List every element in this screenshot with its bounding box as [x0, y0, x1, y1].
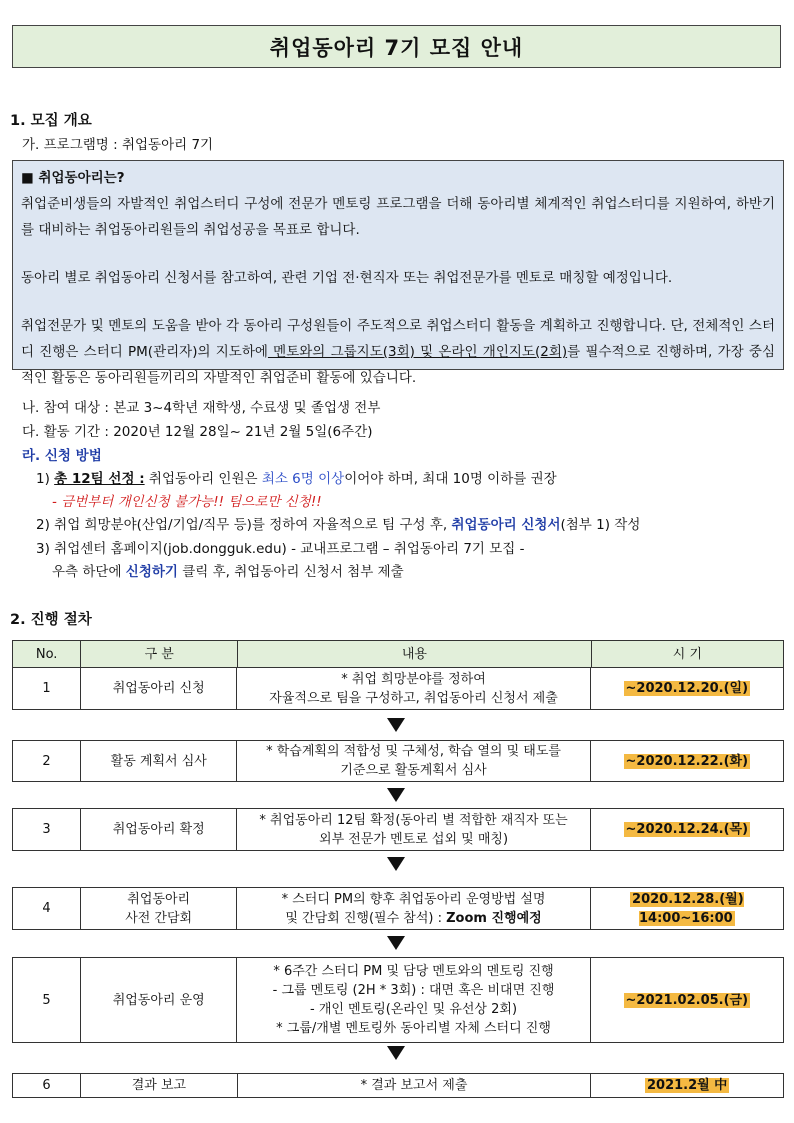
row-content: * 학습계획의 적합성 및 구체성, 학습 열의 및 태도를 기준으로 활동계획서 심사 — [237, 741, 590, 782]
row-time: 2021.2월 中 — [591, 1074, 784, 1098]
info-para-1: 취업준비생들의 자발적인 취업스터디 구성에 전문가 멘토링 프로그램을 더해 동아리별 체계적인 취업스터디를 지원하여, 하반기를 대비하는 취업동아리원들의 취업성공을 목표로 합니다. — [21, 196, 775, 238]
row-time: ~2020.12.24.(목) — [590, 809, 783, 851]
table-row — [12, 740, 784, 782]
arrow-down-icon — [387, 857, 405, 871]
row-no: 6 — [13, 1074, 81, 1098]
row-no: 4 — [13, 888, 81, 930]
apply-item-1-min: 최소 6명 이상 — [261, 471, 345, 487]
arrow-down-icon — [387, 718, 405, 732]
arrow-down-icon — [387, 1046, 405, 1060]
apply-item-3-cont: 우측 하단에 신청하기 클릭 후, 취업동아리 신청서 첨부 제출 — [52, 564, 404, 580]
row-time: ~2021.02.05.(금) — [590, 958, 783, 1043]
section1-heading: 1. 모집 개요 — [10, 113, 92, 129]
row-content: * 취업동아리 12팀 확정(동아리 별 적합한 재직자 또는 외부 전문가 멘토로 섭외 및 매칭) — [237, 809, 590, 851]
row-content: * 6주간 스터디 PM 및 담당 멘토와의 멘토링 진행 - 그룹 멘토링 (2H * 3회) : 대면 혹은 비대면 진행 - 개인 멘토링(온라인 및 유선상 2회) * 그룹/개별 멘토링外 동아리별 자체 스터디 진행 — [237, 958, 590, 1043]
info-box-heading: ■ 취업동아리는? — [21, 170, 125, 186]
application-form-name: 취업동아리 신청서 — [451, 517, 561, 533]
table-row — [12, 887, 784, 930]
info-para-3-underline: 멘토와의 그룹지도(3회) 및 온라인 개인지도(2회) — [267, 344, 568, 360]
info-para-3: 취업전문가 및 멘토의 도움을 받아 각 동아리 구성원들이 주도적으로 취업스터디 활동을 계획하고 진행합니다. 단, 전체적인 스터디 진행은 스터디 PM(관리자)의 지도하에 멘토와의 그룹지도(3회) 및 온라인 개인지도(2회)를 필수적으로 진행하며, 가장 중심적인 활동은 동아리원들끼리의 자발적인 취업준비 활동에 있습니다. — [21, 318, 775, 386]
apply-item-3: 3) 취업센터 홈페이지(job.dongguk.edu) - 교내프로그램 – 취업동아리 7기 모집 - — [36, 541, 525, 557]
row-time: ~2020.12.20.(일) — [590, 668, 783, 710]
row-time: ~2020.12.22.(화) — [590, 741, 783, 782]
program-name: 가. 프로그램명 : 취업동아리 7기 — [22, 137, 214, 153]
header-content: 내용 — [238, 641, 592, 668]
header-time: 시 기 — [591, 641, 783, 668]
header-no: No. — [13, 641, 81, 668]
row-no: 2 — [13, 741, 81, 782]
apply-item-1: 1) 총 12팀 선정 : 취업동아리 인원은 최소 6명 이상이어야 하며, 최대 10명 이하를 권장 — [36, 471, 557, 487]
row-no: 1 — [13, 668, 81, 710]
apply-item-1-bold: 총 12팀 선정 : — [54, 471, 145, 487]
row-time: 2020.12.28.(월) 14:00~16:00 — [590, 888, 783, 930]
row-no: 3 — [13, 809, 81, 851]
apply-item-1-note: - 금번부터 개인신청 불가능!! 팀으로만 신청!! — [52, 494, 322, 510]
row-content: * 스터디 PM의 향후 취업동아리 운영방법 설명 및 간담회 진행(필수 참석) : Zoom 진행예정 — [237, 888, 590, 930]
zoom-note: Zoom 진행예정 — [446, 910, 542, 926]
info-para-2: 동아리 별로 취업동아리 신청서를 참고하여, 관련 기업 전·현직자 또는 취업전문가를 멘토로 매칭할 예정입니다. — [21, 270, 673, 286]
row-category: 활동 계획서 심사 — [80, 741, 237, 782]
table-row — [12, 1073, 784, 1098]
arrow-down-icon — [387, 936, 405, 950]
table-row — [12, 667, 784, 710]
header-category: 구 분 — [81, 641, 238, 668]
table-row — [12, 808, 784, 851]
participant-target: 나. 참여 대상 : 본교 3~4학년 재학생, 수료생 및 졸업생 전부 — [22, 400, 381, 416]
arrow-down-icon — [387, 788, 405, 802]
row-content: * 취업 희망분야를 정하여 자율적으로 팀을 구성하고, 취업동아리 신청서 제출 — [237, 668, 590, 710]
row-category: 취업동아리 사전 간담회 — [80, 888, 236, 930]
apply-link-text: 신청하기 — [125, 564, 178, 580]
page-title: 취업동아리 7기 모집 안내 — [12, 25, 781, 68]
process-table-header — [12, 640, 784, 668]
info-box — [12, 160, 784, 386]
apply-heading: 라. 신청 방법 — [22, 448, 102, 464]
row-category: 결과 보고 — [81, 1074, 238, 1098]
row-content: * 결과 보고서 제출 — [237, 1074, 590, 1098]
table-row — [12, 957, 784, 1043]
row-no: 5 — [13, 958, 81, 1043]
row-category: 취업동아리 운영 — [80, 958, 236, 1043]
activity-period: 다. 활동 기간 : 2020년 12월 28일~ 21년 2월 5일(6주간) — [22, 424, 373, 440]
row-category: 취업동아리 확정 — [80, 809, 237, 851]
section2-heading: 2. 진행 절차 — [10, 612, 92, 628]
row-category: 취업동아리 신청 — [80, 668, 237, 710]
apply-item-2: 2) 취업 희망분야(산업/기업/직무 등)를 정하여 자율적으로 팀 구성 후, 취업동아리 신청서(첨부 1) 작성 — [36, 517, 641, 533]
